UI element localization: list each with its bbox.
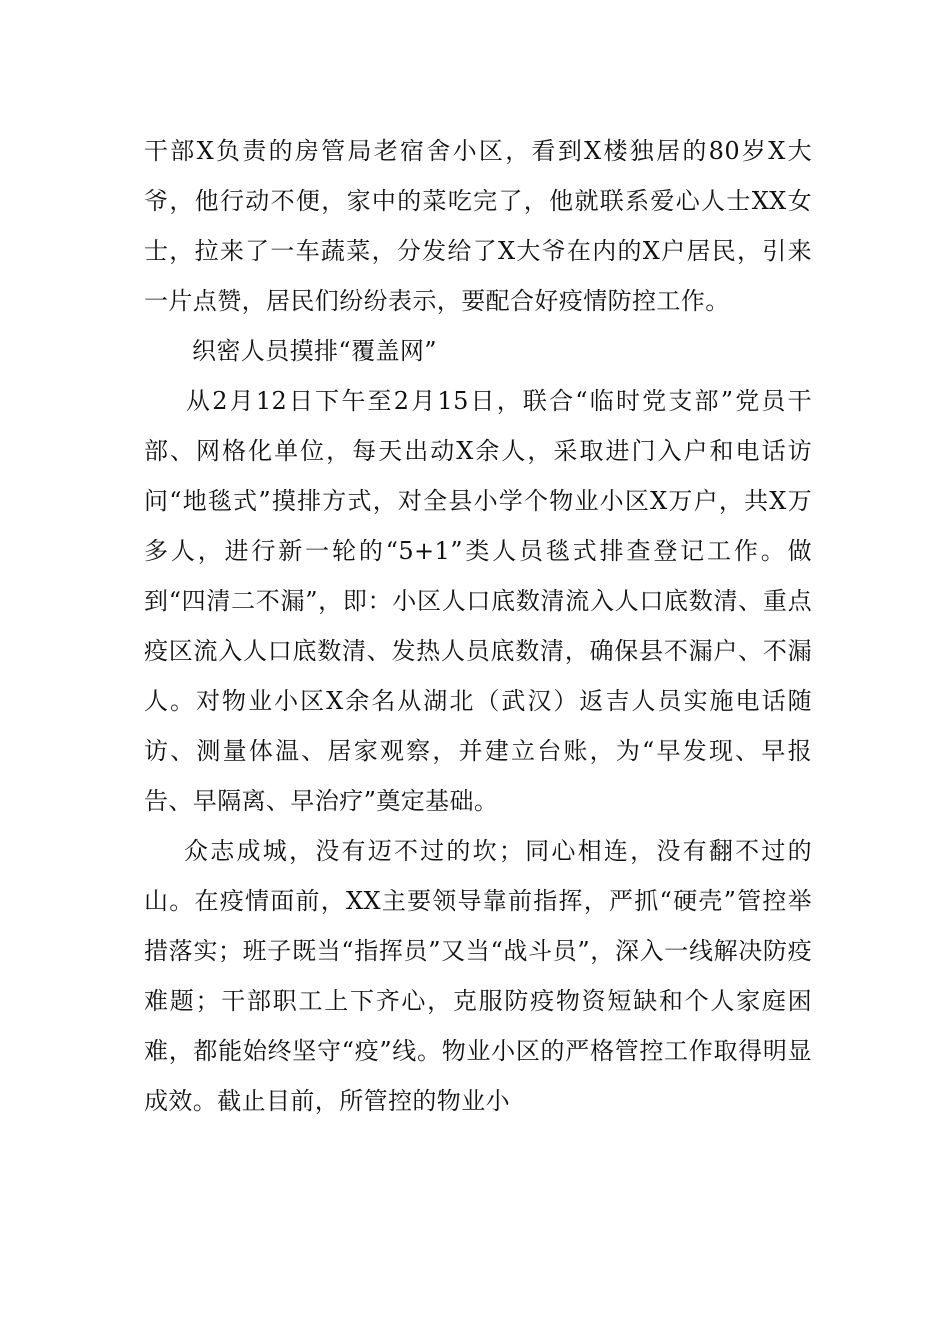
section-heading-coverage-network: 织密人员摸排“覆盖网”: [192, 337, 437, 365]
paragraph-screening-work: 从2月12日下午至2月15日，联合“临时党支部”党员干部、网格化单位，每天出动X余人，采取进门入户和电话访问“地毯式”摸排方式，对全县小学个物业小区X万户，共X万多人，进行新一轮的“5+1”类人员毯式排查登记工作。做到“四清二不漏”，即：小区人口底数清流入人口底数清、重点疫区流入人口底数清、发热人员底数清，确保县不漏户、不漏人。对物业小区X余名从湖北（武汉）返吉人员实施电话随访、测量体温、居家观察，并建立台账，为“早发现、早报告、早隔离、早治疗”奠定基础。: [144, 387, 812, 815]
document-body: [144, 126, 812, 1126]
paragraph-unity-control: 众志成城，没有迈不过的坎；同心相连，没有翻不过的山。在疫情面前，XX主要领导靠前指挥，严抓“硬壳”管控举措落实；班子既当“指挥员”又当“战斗员”，深入一线解决防疫难题；干部职工上下齐心，克服防疫物资短缺和个人家庭困难，都能始终坚守“疫”线。物业小区的严格管控工作取得明显成效。截止目前，所管控的物业小: [144, 837, 812, 1115]
paragraph-resident-help: 干部X负责的房管局老宿舍小区，看到X楼独居的80岁X大爷，他行动不便，家中的菜吃完了，他就联系爱心人士XX女士，拉来了一车蔬菜，分发给了X大爷在内的X户居民，引来一片点赞，居民们纷纷表示，要配合好疫情防控工作。: [144, 137, 812, 315]
